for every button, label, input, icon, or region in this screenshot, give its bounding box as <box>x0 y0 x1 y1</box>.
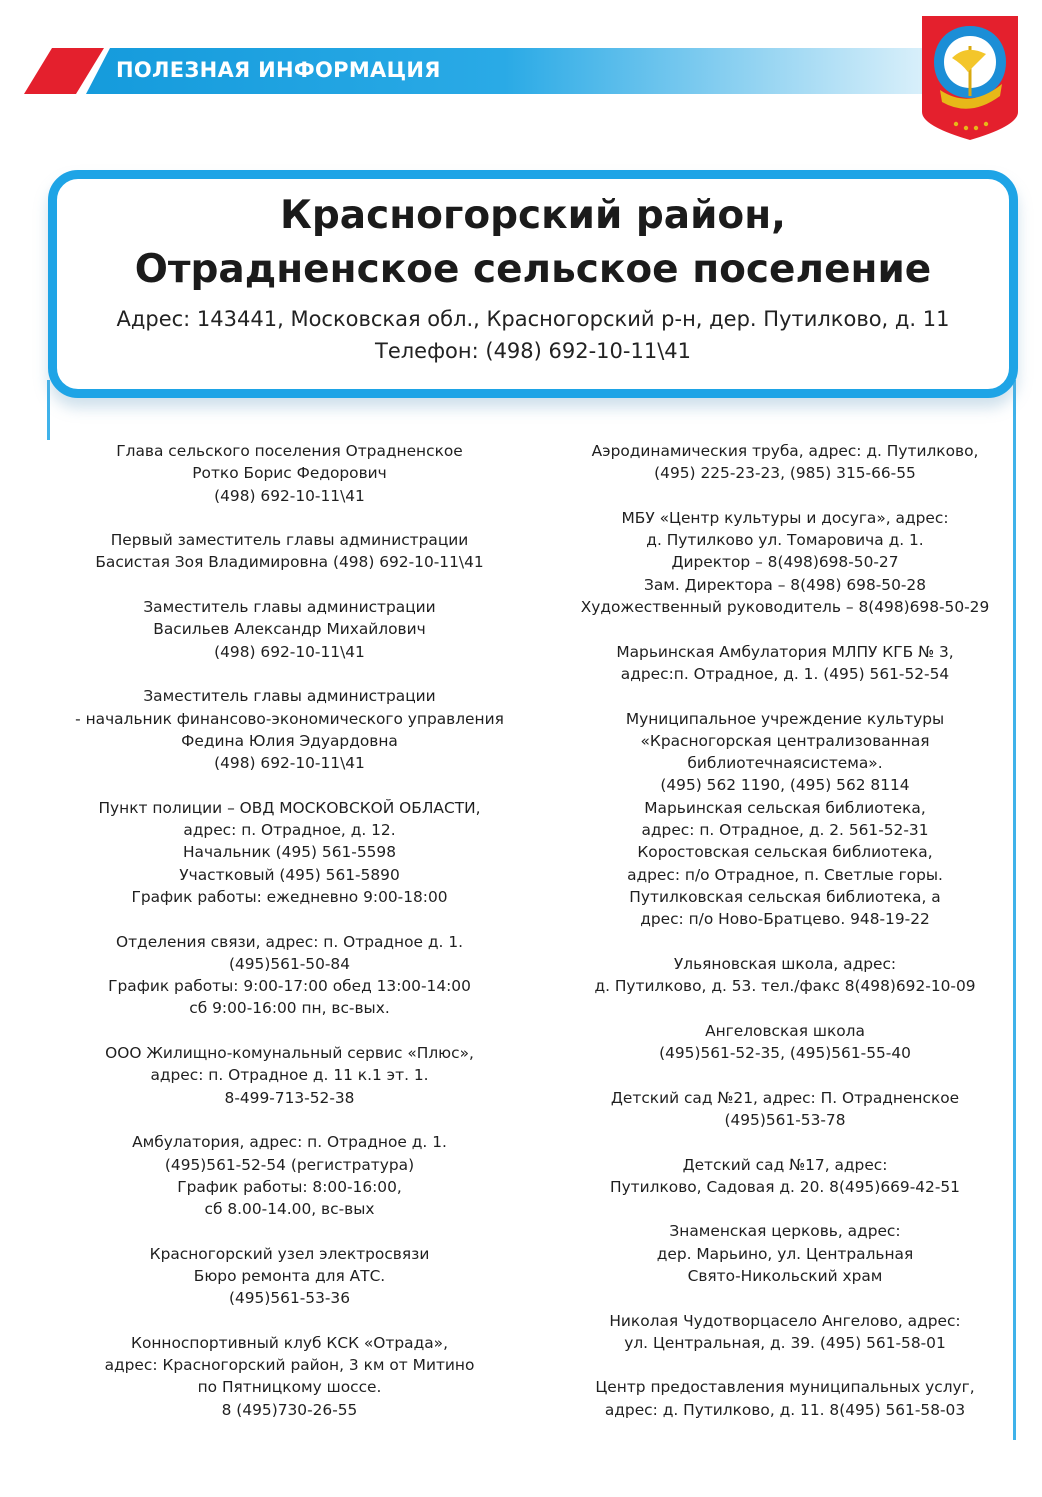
contact-line: Коростовская сельская библиотека, <box>637 843 933 862</box>
contact-line: (495)561-53-36 <box>228 1289 351 1308</box>
contact-line: Марьинская Амбулатория МЛПУ КГБ № 3, <box>616 642 954 661</box>
contact-line: дрес: п/о Ново-Братцево. 948-19-22 <box>640 910 930 929</box>
contact-deputy-vasiliev <box>62 596 517 663</box>
contact-line: Знаменская церковь, адрес: <box>669 1222 901 1241</box>
contact-deputy-finance <box>62 685 517 774</box>
contact-line: Пункт полиции – ОВД МОСКОВСКОЙ ОБЛАСТИ, <box>98 798 481 817</box>
contact-line: График работы: 9:00-17:00 обед 13:00-14:00 <box>108 977 471 996</box>
contact-line: Участковый (495) 561-5890 <box>179 865 400 884</box>
contact-line: Ротко Борис Федорович <box>192 464 387 483</box>
contact-line: Амбулатория, адрес: п. Отрадное д. 1. <box>132 1133 447 1152</box>
contact-line: Аэродинамическия труба, адрес: д. Путилково, <box>591 442 979 460</box>
contact-line: сб 9:00-16:00 пн, вс-вых. <box>189 999 390 1018</box>
contact-line: Отделения связи, адрес: п. Отрадное д. 1. <box>115 932 464 951</box>
contact-kindergarten-21 <box>555 1087 1015 1132</box>
contact-line: Художественный руководитель – 8(498)698-50-29 <box>580 598 990 617</box>
contact-line: Конноспортивный клуб КСК «Отрада», <box>131 1333 448 1352</box>
contact-nikolai-church <box>555 1310 1015 1355</box>
contact-line: адрес: п. Отрадное, д. 2. 561-52-31 <box>641 821 929 840</box>
contact-line: Детский сад №21, адрес: П. Отрадненское <box>610 1088 960 1107</box>
contact-culture-center <box>555 507 1015 618</box>
contact-line: «Красногорская централизованная <box>640 731 930 750</box>
title-box <box>48 170 1018 398</box>
contact-line: ул. Центральная, д. 39. (495) 561-58-01 <box>624 1333 946 1352</box>
frame-left-line <box>47 380 50 440</box>
contact-housing-service <box>62 1042 517 1109</box>
contact-line: (495) 225-23-23, (985) 315-66-55 <box>654 464 916 483</box>
contact-line: Директор – 8(498)698-50-27 <box>671 553 899 572</box>
contact-first-deputy <box>62 529 517 574</box>
contact-line: График работы: 8:00-16:00, <box>177 1177 402 1196</box>
contact-line: Зам. Директора – 8(498) 698-50-28 <box>643 575 927 594</box>
contact-ulyanovsk-school <box>555 953 1015 998</box>
contact-line: Федина Юлия Эдуардовна <box>181 731 398 750</box>
contact-line: 8 (495)730-26-55 <box>221 1400 358 1419</box>
left-contacts-column <box>62 440 517 1443</box>
contact-line: (495)561-52-54 (регистратура) <box>164 1155 415 1174</box>
contact-line: Центр предоставления муниципальных услуг, <box>595 1378 975 1397</box>
contact-line: библиотечнаясистема». <box>687 754 883 773</box>
contact-line: - начальник финансово-экономического управления <box>75 709 504 728</box>
right-contacts-column <box>555 440 1015 1443</box>
contact-line: Николая Чудотворцасело Ангелово, адрес: <box>609 1311 961 1330</box>
contact-line: Заместитель главы администрации <box>143 687 436 706</box>
contact-line: д. Путилково, д. 53. тел./факс 8(498)692-10-09 <box>594 977 976 996</box>
contact-line: ООО Жилищно-комунальный сервис «Плюс», <box>105 1044 474 1063</box>
contact-post-office <box>62 931 517 1020</box>
contact-line: адрес:п. Отрадное, д. 1. (495) 561-52-54 <box>620 664 950 683</box>
contact-line: Марьинская сельская библиотека, <box>644 798 926 817</box>
contact-line: адрес: Красногорский район, 3 км от Митино <box>104 1356 475 1375</box>
contact-line: Бюро ремонта для АТС. <box>193 1266 386 1285</box>
contact-line: График работы: ежедневно 9:00-18:00 <box>131 887 448 906</box>
contact-line: (495)561-52-35, (495)561-55-40 <box>659 1044 911 1063</box>
contact-line: Путилково, Садовая д. 20. 8(495)669-42-51 <box>610 1177 960 1196</box>
contact-line: 8-499-713-52-38 <box>224 1088 355 1107</box>
contact-line: (498) 692-10-11\41 <box>214 642 365 661</box>
section-title: ПОЛЕЗНАЯ ИНФОРМАЦИЯ <box>116 58 441 82</box>
contact-line: (495)561-50-84 <box>228 954 351 973</box>
contact-line: Муниципальное учреждение культуры <box>625 709 945 728</box>
contact-wind-tunnel <box>555 440 1015 485</box>
contact-line: д. Путилково ул. Томаровича д. 1. <box>646 531 924 550</box>
contact-line: дер. Марьино, ул. Центральная <box>656 1244 914 1263</box>
contact-angelovo-school <box>555 1020 1015 1065</box>
contact-line: МБУ «Центр культуры и досуга», адрес: <box>621 508 949 527</box>
contact-line: Заместитель главы администрации <box>143 598 436 617</box>
title-address: Адрес: 143441, Московская обл., Красногорский р-н, дер. Путилково, д. 11 <box>116 307 950 331</box>
contact-municipal-services-center <box>555 1376 1015 1421</box>
title-settlement: Отрадненское сельское поселение <box>134 247 932 292</box>
contact-maryino-ambulatory <box>555 641 1015 686</box>
contact-equestrian-club <box>62 1332 517 1421</box>
contact-znamenskaya-church <box>555 1220 1015 1287</box>
contact-library-system <box>555 708 1015 931</box>
contact-line: адрес: п. Отрадное, д. 12. <box>183 821 396 840</box>
section-banner <box>0 48 1042 94</box>
coat-of-arms-icon <box>920 14 1020 142</box>
contact-line: Первый заместитель главы администрации <box>110 531 469 550</box>
contact-line: (498) 692-10-11\41 <box>214 754 365 773</box>
contact-kindergarten-17 <box>555 1154 1015 1199</box>
contact-line: Ульяновская школа, адрес: <box>673 954 897 973</box>
contact-line: (498) 692-10-11\41 <box>214 486 365 505</box>
contact-line: Басистая Зоя Владимировна (498) 692-10-11\41 <box>95 553 484 572</box>
contact-line: Начальник (495) 561-5598 <box>182 843 397 862</box>
contact-line: Васильев Александр Михайлович <box>153 620 426 639</box>
contact-head-of-settlement <box>62 440 517 507</box>
contact-police <box>62 797 517 908</box>
contact-line: Глава сельского поселения Отрадненское <box>116 442 463 460</box>
contact-line: Путилковская сельская библиотека, а <box>629 887 941 906</box>
contact-line: адрес: д. Путилково, д. 11. 8(495) 561-58-03 <box>604 1400 966 1419</box>
contact-line: Свято-Никольский храм <box>687 1266 883 1285</box>
contact-line: сб 8.00-14.00, вс-вых <box>204 1200 375 1219</box>
contact-line: Красногорский узел электросвязи <box>149 1244 430 1263</box>
title-phone: Телефон: (498) 692-10-11\41 <box>375 339 691 363</box>
title-district: Красногорский район, <box>280 193 786 238</box>
contact-ambulatory <box>62 1131 517 1220</box>
contact-line: по Пятницкому шоссе. <box>197 1378 382 1397</box>
contact-line: адрес: п/о Отрадное, п. Светлые горы. <box>627 865 943 884</box>
contact-line: (495) 562 1190, (495) 562 8114 <box>660 776 910 795</box>
contact-line: (495)561-53-78 <box>724 1110 846 1129</box>
contact-line: Ангеловская школа <box>705 1021 865 1040</box>
contact-line: адрес: п. Отрадное д. 11 к.1 эт. 1. <box>150 1066 429 1085</box>
contact-telecom <box>62 1243 517 1310</box>
contact-line: Детский сад №17, адрес: <box>682 1155 888 1174</box>
